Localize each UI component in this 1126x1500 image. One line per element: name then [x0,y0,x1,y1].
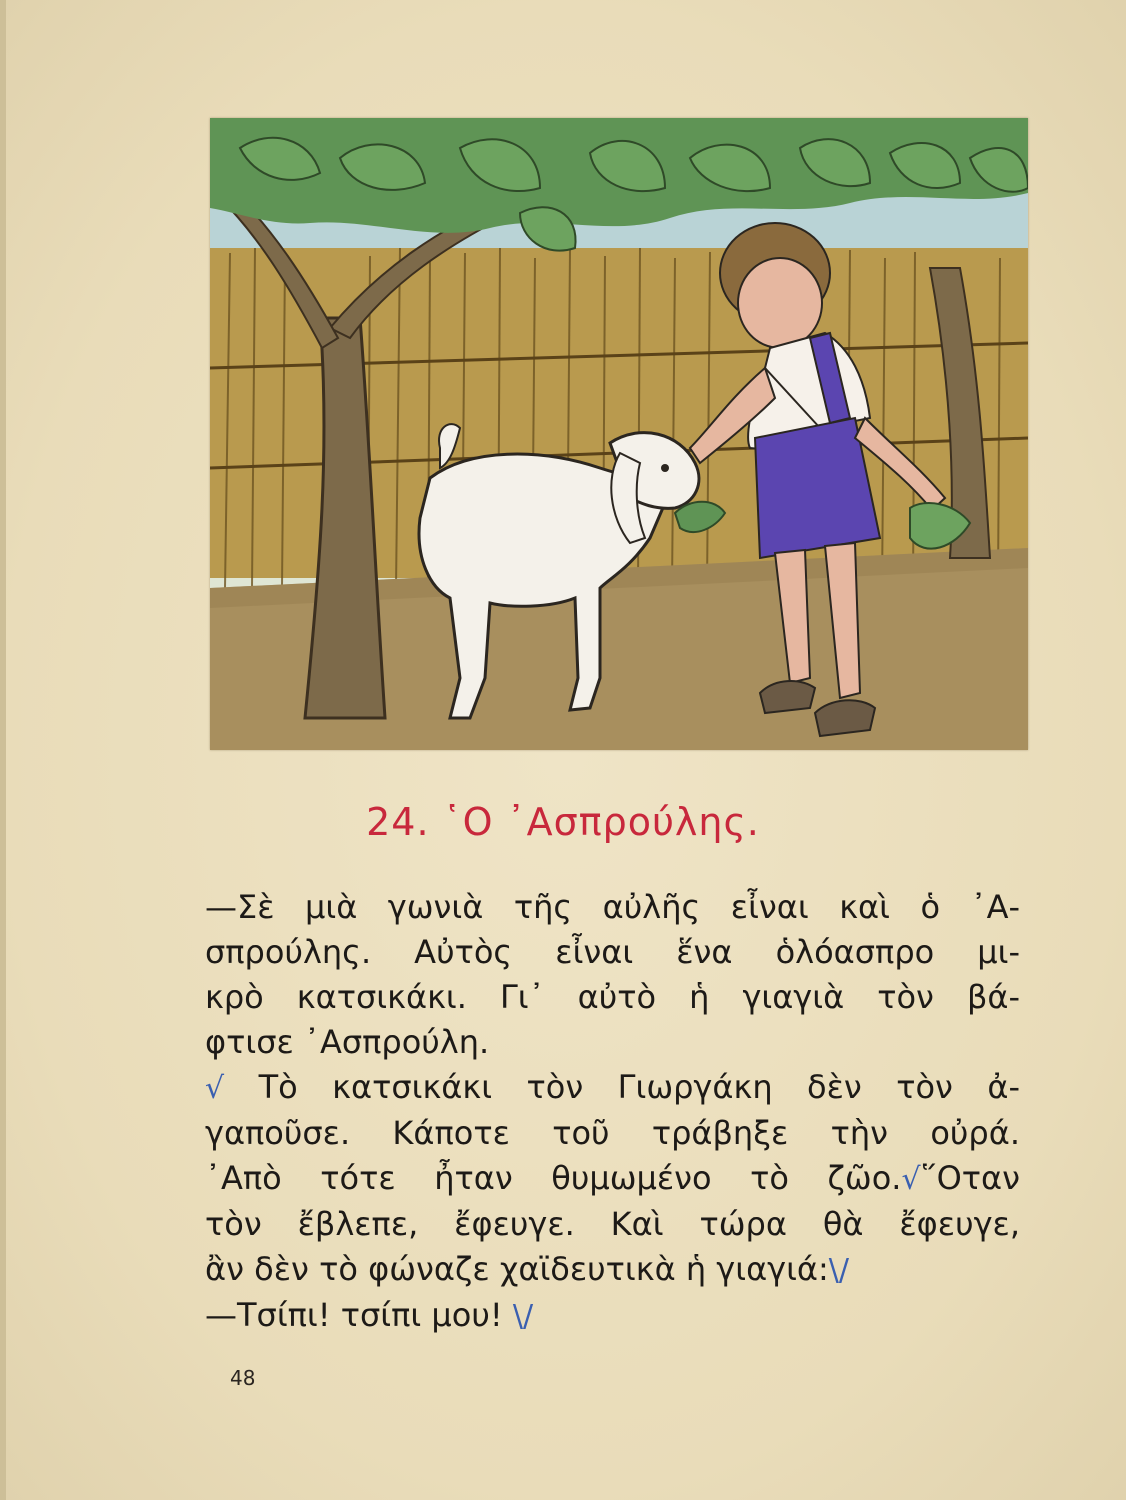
paragraph-3 [205,1293,1020,1339]
text-line: φτισε ᾿Ασπρούλη. [205,1023,490,1061]
text-line: γαποῦσε. Κάποτε τοῦ τράβηξε τὴν οὐρά. [205,1114,1020,1152]
pencil-slash-mark: \/ [512,1299,534,1334]
paragraph-1 [205,885,1020,1065]
text-line: ᾿Απὸ τότε ἦταν θυμωμένο τὸ ζῶο. [205,1159,902,1197]
text-line-with-mark [205,1293,1020,1339]
text-line: ἂν δὲν τὸ φώναζε χαϊδευτικὰ ἡ γιαγιά: [205,1250,829,1288]
pencil-check-mark: √ [205,1071,225,1106]
pencil-slash-mark: \/ [828,1253,850,1288]
text-line: —Τσίπι! τσίπι μου! [205,1296,503,1334]
text-fragment: ῞Οταν [920,1159,1020,1197]
paragraph-2 [205,1065,1020,1293]
illustration-boy-feeding-goat [210,118,1028,750]
text-line-with-mark [205,1247,1020,1293]
page-edge [0,0,6,1500]
text-line-with-mark [205,1156,1020,1202]
text-line-with-mark [205,1065,1020,1111]
lesson-title: 24. ῾Ο ᾿Ασπρούλης. [366,800,760,844]
page-number: 48 [230,1366,256,1390]
text-line: κρὸ κατσικάκι. Γι᾿ αὐτὸ ἡ γιαγιὰ τὸν βά- [205,978,1020,1016]
text-line: —Σὲ μιὰ γωνιὰ τῆς αὐλῆς εἶναι καὶ ὁ ᾿Α- [205,888,1020,926]
text-line: Τὸ κατσικάκι τὸν Γιωργάκη δὲν τὸν ἀ- [258,1068,1021,1106]
text-line: τὸν ἔβλεπε, ἔφευγε. Καὶ τώρα θὰ ἔφευγε, [205,1205,1020,1243]
text-line: σπρούλης. Αὐτὸς εἶναι ἕνα ὁλόασπρο μι- [205,933,1020,971]
lesson-text [205,885,1020,1339]
pencil-check-mark: √ [901,1162,921,1197]
